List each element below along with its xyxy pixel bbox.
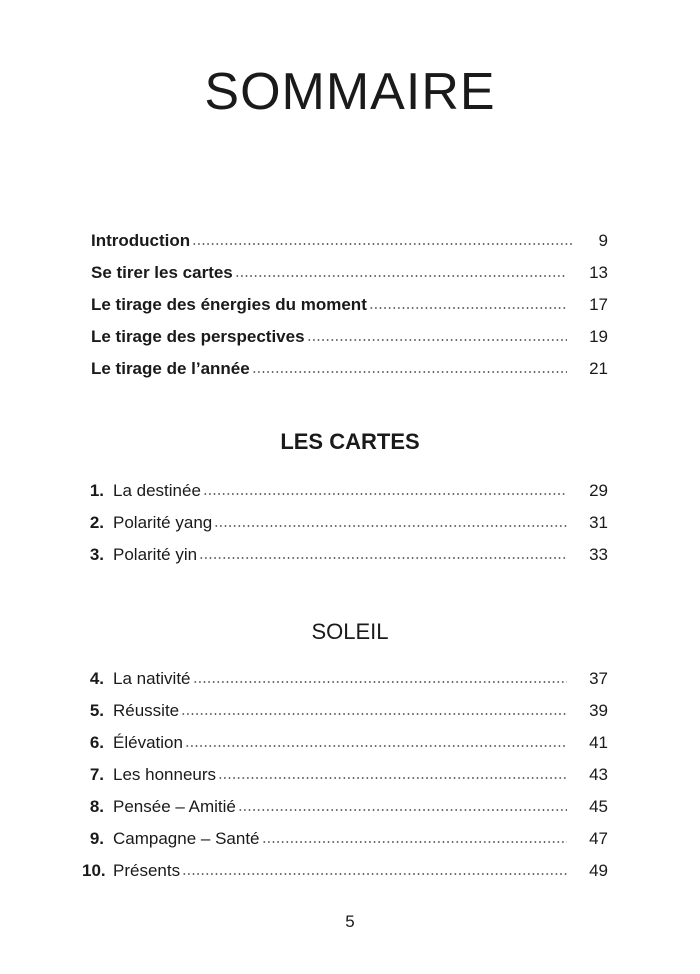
- toc-entry[interactable]: [91, 359, 608, 391]
- entry-number: 9.: [89, 829, 104, 848]
- toc-entry[interactable]: [91, 263, 608, 295]
- cartes-list: [91, 481, 608, 577]
- entry-page: 21: [589, 359, 608, 378]
- leader-dots: [181, 713, 567, 715]
- toc-entry[interactable]: [91, 295, 608, 327]
- leader-dots: [238, 809, 567, 811]
- leader-dots: [235, 275, 567, 277]
- section-heading-cartes: LES CARTES: [280, 429, 420, 454]
- entry-page: 47: [589, 829, 608, 848]
- entry-page: 37: [589, 669, 608, 688]
- entry-number: 4.: [89, 669, 104, 688]
- leader-dots: [369, 307, 567, 309]
- entry-label: Introduction: [91, 231, 191, 250]
- toc-entry[interactable]: [91, 765, 608, 797]
- toc-entry[interactable]: [91, 481, 608, 513]
- toc-entry[interactable]: [91, 669, 608, 701]
- intro-list: [91, 231, 608, 391]
- toc-entry[interactable]: [91, 327, 608, 359]
- entry-number: 1.: [89, 481, 104, 500]
- leader-dots: [192, 243, 572, 245]
- toc-entry[interactable]: [91, 545, 608, 577]
- leader-dots: [193, 681, 568, 683]
- entry-number: 10.: [82, 861, 106, 880]
- entry-page: 49: [589, 861, 608, 880]
- leader-dots: [214, 525, 567, 527]
- entry-label: La nativité: [113, 669, 191, 688]
- entry-page: 45: [589, 797, 608, 816]
- leader-dots: [252, 371, 567, 373]
- toc-entry[interactable]: [91, 513, 608, 545]
- entry-page: 41: [589, 733, 608, 752]
- entry-label: Polarité yin: [113, 545, 198, 564]
- entry-number: 7.: [89, 765, 104, 784]
- entry-number: 3.: [89, 545, 104, 564]
- entry-label: Le tirage des perspectives: [91, 327, 305, 346]
- entry-label: Polarité yang: [113, 513, 213, 532]
- leader-dots: [199, 557, 567, 559]
- toc-entry[interactable]: [91, 733, 608, 765]
- leader-dots: [262, 841, 568, 843]
- toc-entry[interactable]: [91, 701, 608, 733]
- entry-page: 43: [589, 765, 608, 784]
- entry-number: 8.: [89, 797, 104, 816]
- entry-label: Élévation: [113, 733, 183, 752]
- entry-label: Pensée – Amitié: [113, 797, 236, 816]
- entry-page: 29: [589, 481, 608, 500]
- entry-page: 17: [589, 295, 608, 314]
- entry-number: 6.: [89, 733, 104, 752]
- entry-page: 39: [589, 701, 608, 720]
- entry-label: Se tirer les cartes: [91, 263, 233, 282]
- entry-number: 2.: [89, 513, 104, 532]
- page-number: 5: [345, 912, 355, 931]
- entry-page: 13: [589, 263, 608, 282]
- toc-entry[interactable]: [82, 861, 608, 893]
- entry-label: Le tirage des énergies du moment: [91, 295, 367, 314]
- toc-entry[interactable]: [91, 829, 608, 861]
- toc-entry[interactable]: [91, 797, 608, 829]
- section-heading-soleil: SOLEIL: [311, 619, 389, 644]
- leader-dots: [182, 873, 567, 875]
- soleil-list: [82, 669, 608, 893]
- entry-page: 19: [589, 327, 608, 346]
- entry-number: 5.: [89, 701, 104, 720]
- entry-label: La destinée: [113, 481, 201, 500]
- leader-dots: [218, 777, 567, 779]
- entry-label: Le tirage de l’année: [91, 359, 250, 378]
- entry-label: Les honneurs: [113, 765, 217, 784]
- entry-page: 31: [589, 513, 608, 532]
- entry-label: Campagne – Santé: [113, 829, 260, 848]
- entry-page: 33: [589, 545, 608, 564]
- page-title: SOMMAIRE: [204, 63, 496, 121]
- leader-dots: [203, 493, 567, 495]
- entry-page: 9: [598, 231, 608, 250]
- leader-dots: [307, 339, 568, 341]
- entry-label: Réussite: [113, 701, 180, 720]
- toc-entry[interactable]: [91, 231, 608, 263]
- entry-label: Présents: [113, 861, 181, 880]
- leader-dots: [185, 745, 567, 747]
